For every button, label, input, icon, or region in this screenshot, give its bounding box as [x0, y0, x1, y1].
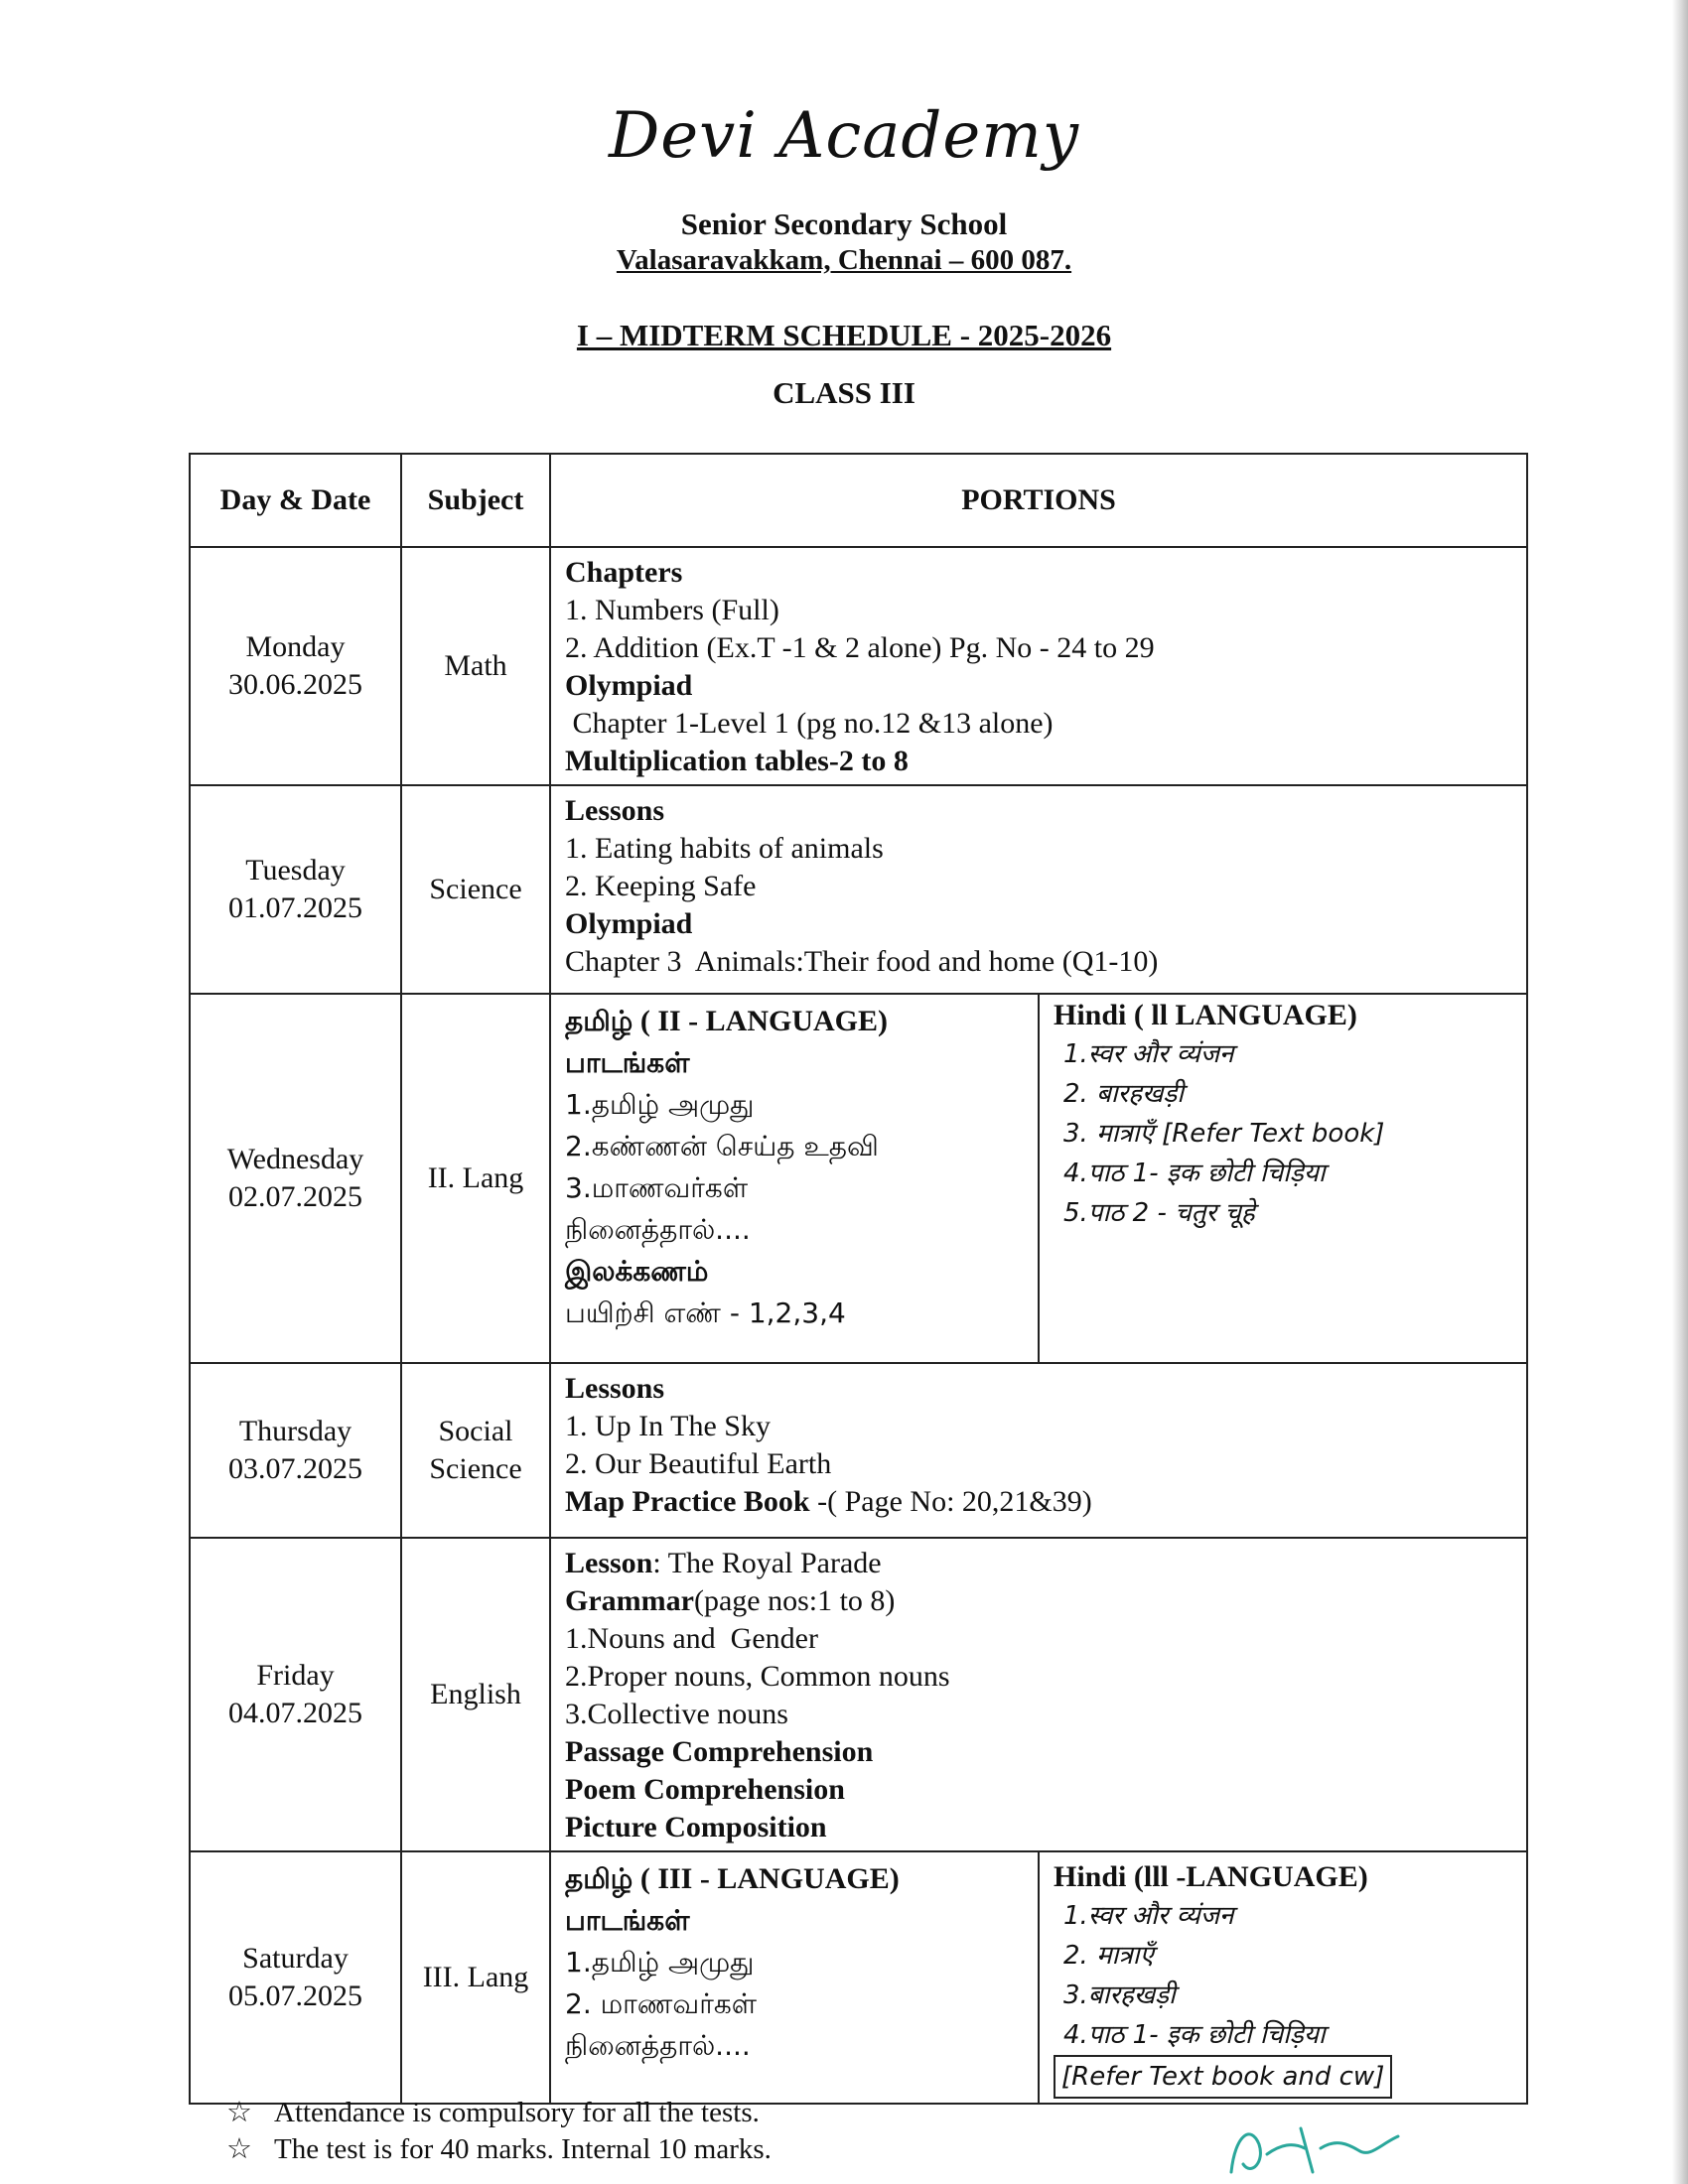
hindi-handwritten-item: 4.पाठ 1- इक छोटी चिड़िया — [1063, 2020, 1326, 2050]
portion-item: Chapter 1-Level 1 (pg no.12 &13 alone) — [565, 707, 1054, 740]
portion-heading: Lessons — [565, 794, 665, 827]
table-row-science — [190, 785, 1527, 994]
tamil-lesson-continued: நினைத்தால்.... — [565, 2029, 751, 2062]
class-title: CLASS III — [773, 375, 915, 410]
hindi-handwritten-note: [Refer Text book and cw] — [1054, 2055, 1392, 2099]
portion-heading: Multiplication tables-2 to 8 — [565, 745, 909, 777]
table-header-row — [190, 454, 1527, 547]
subject-cell — [401, 1363, 550, 1538]
note-text: The test is for 40 marks. Internal 10 marks. — [274, 2133, 772, 2165]
tamil-lesson: 2.கண்ணன் செய்த உதவி — [565, 1130, 879, 1162]
hindi-handwritten-item: 1.स्वर और व्यंजन — [1063, 1901, 1234, 1931]
day-name: Thursday — [238, 1415, 352, 1447]
portion-item: 3.Collective nouns — [565, 1698, 788, 1730]
tamil-lessons-label: பாடங்கள் — [565, 1046, 690, 1079]
map-practice-pages: -( Page No: 20,21&39) — [809, 1485, 1092, 1518]
day-name: Wednesday — [226, 1143, 364, 1175]
subject-line: Social — [438, 1415, 513, 1447]
tamil-lesson: 1.தமிழ் அமுது — [565, 1088, 755, 1121]
lesson-title: : The Royal Parade — [652, 1547, 882, 1579]
hindi-handwritten-item: 3. मात्राएँ [Refer Text book] — [1063, 1119, 1385, 1149]
lesson-label: Lesson — [565, 1547, 653, 1579]
lesson-line — [565, 1545, 1516, 1582]
portion-item: 2. Addition (Ex.T -1 & 2 alone) Pg. No - 24 to 29 — [565, 631, 1155, 664]
language-level-label: ( II - LANGUAGE) — [633, 1005, 889, 1037]
day-name: Tuesday — [245, 854, 346, 887]
grammar-line — [565, 1582, 1516, 1620]
tamil-portions-cell — [550, 994, 1039, 1363]
hindi-handwritten-item: 2. मात्राएँ — [1063, 1941, 1154, 1971]
portion-heading: Chapters — [565, 556, 683, 589]
tamil-grammar-label: இலக்கணம் — [565, 1255, 709, 1288]
portion-heading: Poem Comprehension — [565, 1773, 845, 1806]
day-date-cell — [190, 1363, 401, 1538]
portion-item: 2. Keeping Safe — [565, 870, 757, 902]
subject-cell: III. Lang — [401, 1851, 550, 2104]
portions-cell — [550, 1363, 1527, 1538]
day-name: Saturday — [242, 1942, 349, 1975]
subject-line: Science — [429, 1452, 522, 1485]
school-address: Valasaravakkam, Chennai – 600 087. — [616, 244, 1072, 276]
tamil-lesson: 2. மாணவர்கள் — [565, 1987, 758, 2020]
day-date-cell — [190, 994, 401, 1363]
schedule-title: I – MIDTERM SCHEDULE - 2025-2026 — [576, 318, 1112, 352]
portion-heading: Olympiad — [565, 907, 693, 940]
tamil-lesson-continued: நினைத்தால்.... — [565, 1213, 751, 1246]
tamil-language-heading — [565, 1001, 1028, 1042]
school-name: Senior Secondary School — [680, 206, 1008, 241]
table-row-math — [190, 547, 1527, 785]
school-logo-text: Devi Academy — [608, 99, 1080, 173]
subject-cell: II. Lang — [401, 994, 550, 1363]
portion-item: 2. Our Beautiful Earth — [565, 1447, 832, 1480]
exam-date: 01.07.2025 — [228, 891, 362, 924]
signature-stroke — [1231, 2128, 1398, 2172]
grammar-label: Grammar — [565, 1584, 694, 1617]
tamil-language-heading — [565, 1858, 1028, 1900]
hindi-portions-cell — [1039, 1851, 1527, 2104]
portion-item: 2.Proper nouns, Common nouns — [565, 1660, 950, 1693]
language-level-label: ( III - LANGUAGE) — [633, 1862, 900, 1895]
day-name: Monday — [245, 630, 346, 663]
day-date-cell — [190, 785, 401, 994]
day-date-cell — [190, 1538, 401, 1851]
note-text: Attendance is compulsory for all the tests. — [274, 2097, 760, 2128]
exam-date: 04.07.2025 — [228, 1697, 362, 1729]
hindi-language-heading: Hindi (lll -LANGUAGE) — [1054, 1860, 1368, 1893]
star-bullet-icon: ☆ — [226, 2133, 252, 2165]
portion-heading: Picture Composition — [565, 1811, 827, 1843]
map-practice-line — [565, 1483, 1516, 1521]
portions-cell — [550, 785, 1527, 994]
header-subject: Subject — [401, 454, 550, 547]
portion-item: 1.Nouns and Gender — [565, 1622, 818, 1655]
subject-cell: Science — [401, 785, 550, 994]
hindi-handwritten-item: 4.पाठ 1- इक छोटी चिड़िया — [1063, 1159, 1326, 1188]
hindi-handwritten-item: 5.पाठ 2 - चतुर चूहे — [1063, 1198, 1255, 1228]
map-practice-label: Map Practice Book — [565, 1485, 810, 1518]
portions-cell — [550, 547, 1527, 785]
tamil-heading-text: தமிழ் — [565, 1862, 633, 1895]
subject-cell: English — [401, 1538, 550, 1851]
table-row-third-language — [190, 1851, 1527, 2104]
exam-date: 30.06.2025 — [228, 668, 362, 701]
portion-heading: Olympiad — [565, 669, 693, 702]
day-date-cell — [190, 1851, 401, 2104]
hindi-portions-cell — [1039, 994, 1527, 1363]
tamil-lesson: 1.தமிழ் அமுது — [565, 1946, 755, 1979]
note-item — [226, 2095, 772, 2131]
handwritten-signature — [1221, 2115, 1420, 2184]
tamil-portions-cell — [550, 1851, 1039, 2104]
hindi-handwritten-item: 3.बारहखड़ी — [1063, 1980, 1176, 2010]
note-item — [226, 2131, 772, 2168]
day-name: Friday — [256, 1659, 335, 1692]
portion-item: Chapter 3 Animals:Their food and home (Q1-10) — [565, 945, 1159, 978]
header-day-date: Day & Date — [190, 454, 401, 547]
hindi-handwritten-item: 2. बारहखड़ी — [1063, 1079, 1185, 1109]
schedule-table — [189, 453, 1528, 2105]
table-row-second-language — [190, 994, 1527, 1363]
tamil-lessons-label: பாடங்கள் — [565, 1904, 690, 1937]
subject-cell: Math — [401, 547, 550, 785]
portion-item: 1. Numbers (Full) — [565, 594, 779, 626]
notes-list — [226, 2095, 772, 2168]
grammar-pages: (page nos:1 to 8) — [693, 1584, 896, 1617]
table-row-english — [190, 1538, 1527, 1851]
exam-date: 02.07.2025 — [228, 1180, 362, 1213]
portion-item: 1. Up In The Sky — [565, 1410, 771, 1442]
day-date-cell — [190, 547, 401, 785]
star-bullet-icon: ☆ — [226, 2097, 252, 2128]
exam-date: 03.07.2025 — [228, 1452, 362, 1485]
tamil-heading-text: தமிழ் — [565, 1005, 633, 1037]
portion-item: 1. Eating habits of animals — [565, 832, 884, 865]
exam-date: 05.07.2025 — [228, 1979, 362, 2012]
tamil-exercise: பயிற்சி எண் - 1,2,3,4 — [565, 1297, 846, 1329]
header-portions: PORTIONS — [550, 454, 1527, 547]
portion-heading: Lessons — [565, 1372, 665, 1405]
portion-heading: Passage Comprehension — [565, 1735, 874, 1768]
tamil-lesson: 3.மாணவர்கள் — [565, 1171, 749, 1204]
table-row-social-science — [190, 1363, 1527, 1538]
hindi-handwritten-item: 1.स्वर और व्यंजन — [1063, 1039, 1234, 1069]
portions-cell — [550, 1538, 1527, 1851]
hindi-language-heading: Hindi ( ll LANGUAGE) — [1054, 999, 1357, 1031]
